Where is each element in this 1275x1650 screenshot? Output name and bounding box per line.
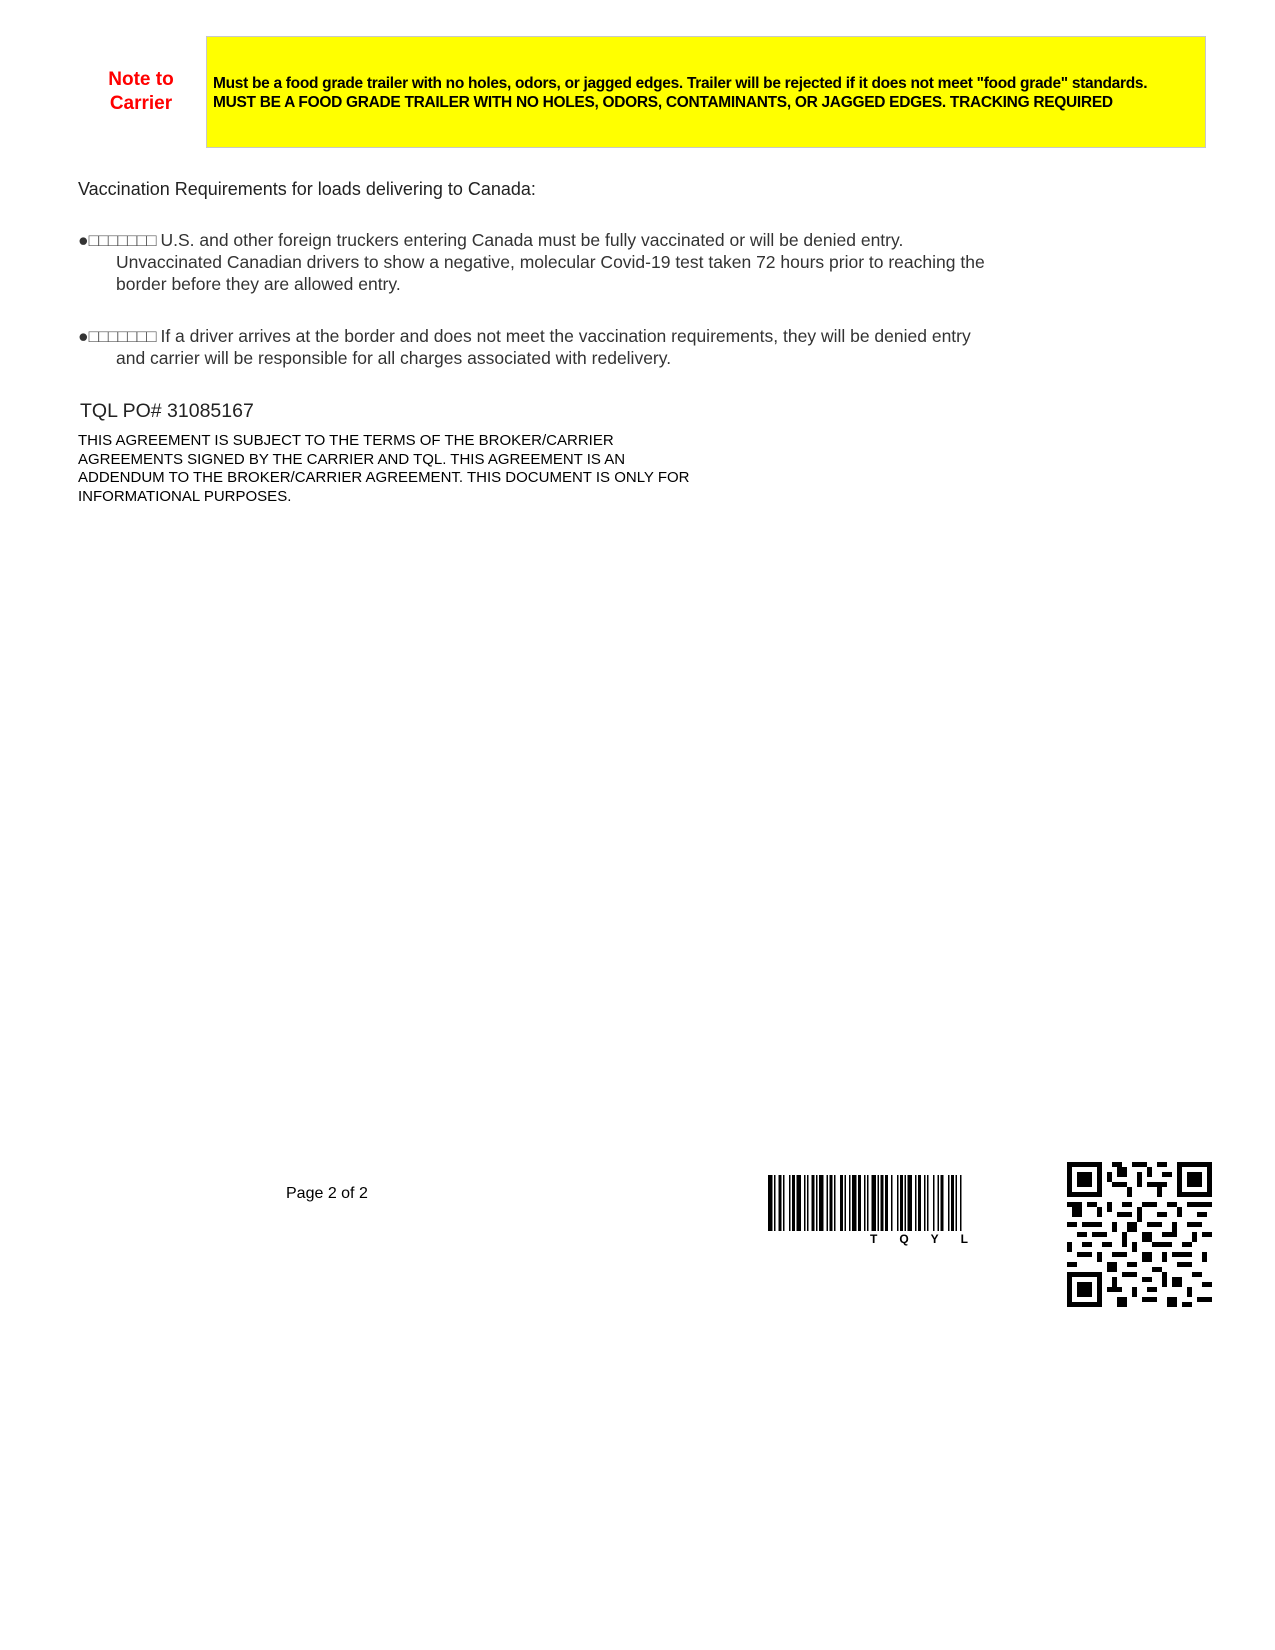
bullet-2-line-2: and carrier will be responsible for all charges associated with redelivery. (116, 348, 672, 368)
bullet-2-line-1: If a driver arrives at the border and does not meet the vaccination requirements, they will be denied entry (160, 326, 971, 346)
terms-line-3: ADDENDUM TO THE BROKER/CARRIER AGREEMENT. THIS DOCUMENT IS ONLY FOR (78, 469, 690, 486)
barcode-icon (768, 1175, 1048, 1231)
bullet-1-line-2: Unvaccinated Canadian drivers to show a negative, molecular Covid-19 test taken 72 hours prior to reaching the (116, 252, 985, 272)
carrier-note-box (206, 36, 1206, 148)
terms-line-4: INFORMATIONAL PURPOSES. (78, 487, 292, 505)
terms-line-2: AGREEMENTS SIGNED BY THE CARRIER AND TQL. THIS AGREEMENT IS AN (78, 450, 626, 468)
agreement-terms (78, 432, 689, 506)
note-to-carrier-label (96, 68, 186, 116)
bullet-dot-icon: ● (78, 326, 89, 346)
terms-line-1: THIS AGREEMENT IS SUBJECT TO THE TERMS OF THE BROKER/CARRIER (78, 432, 614, 449)
bullet-dot-icon: ● (78, 230, 89, 250)
note-label-line1: Note to (108, 69, 174, 90)
vaccination-bullet-1 (78, 229, 985, 295)
note-line-1: Must be a food grade trailer with no holes, odors, or jagged edges. Trailer will be rejected if it does not meet "food grade" standards. (213, 75, 1148, 92)
po-number: TQL PO# 31085167 (80, 400, 254, 422)
qr-code-icon (1067, 1162, 1212, 1307)
placeholder-boxes: □□□□□□□ (88, 230, 156, 250)
page-number: Page 2 of 2 (286, 1185, 368, 1202)
bullet-1-line-1: U.S. and other foreign truckers entering Canada must be fully vaccinated or will be denied entry. (160, 230, 904, 250)
placeholder-boxes: □□□□□□□ (88, 326, 156, 346)
barcode-text: TQYL (870, 1232, 990, 1246)
vaccination-heading: Vaccination Requirements for loads delivering to Canada: (78, 179, 536, 199)
bullet-1-line-3: border before they are allowed entry. (116, 274, 401, 294)
note-label-line2: Carrier (109, 93, 173, 114)
vaccination-bullet-2 (78, 325, 971, 369)
note-line-2: MUST BE A FOOD GRADE TRAILER WITH NO HOLES, ODORS, CONTAMINANTS, OR JAGGED EDGES. TRACKING REQUIRED (213, 94, 1113, 111)
